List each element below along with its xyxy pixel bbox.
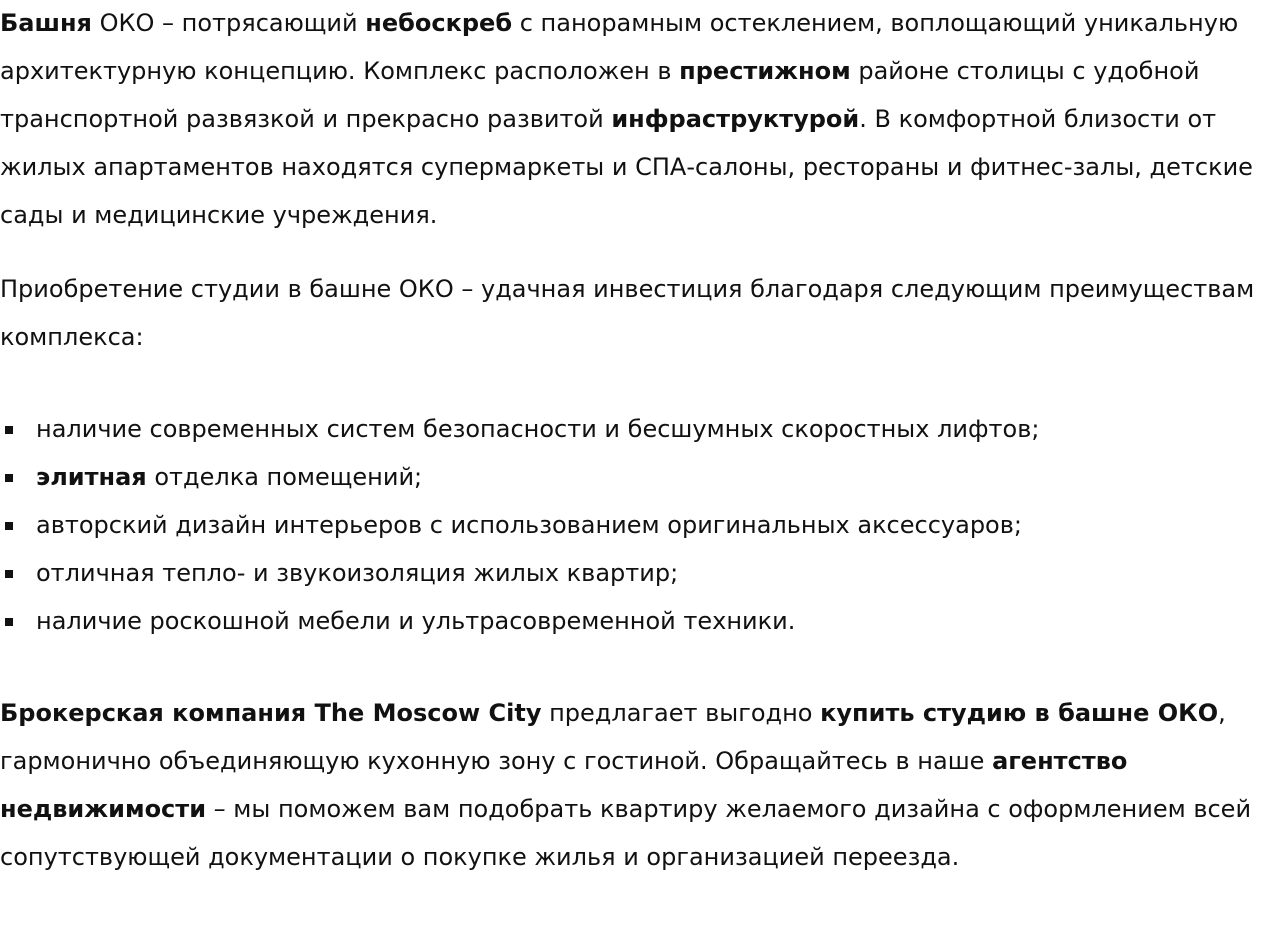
broker-bold-company: Брокерская компания The Moscow City xyxy=(0,699,542,727)
list-item-text: наличие современных систем безопасности и бесшумных скоростных лифтов; xyxy=(36,415,1040,443)
investment-paragraph: Приобретение студии в башне ОКО – удачная инвестиция благодаря следующим преимуществам комплекса: xyxy=(0,275,1255,351)
list-item-text: наличие роскошной мебели и ультрасовременной техники. xyxy=(36,607,796,635)
list-item-text: авторский дизайн интерьеров с использованием оригинальных аксессуаров; xyxy=(36,511,1022,539)
list-item xyxy=(0,501,1270,549)
intro-text-2: с панорамным остеклением, воплощающий уникальную архитектурную концепцию. Комплекс расположен в xyxy=(0,9,1239,85)
intro-paragraph xyxy=(0,0,1262,239)
list-item xyxy=(0,405,1270,453)
intro-bold-prestigious: престижном xyxy=(679,57,851,85)
list-item xyxy=(0,453,1270,501)
features-list xyxy=(0,405,1270,645)
list-item-bold: элитная xyxy=(36,463,147,491)
list-item xyxy=(0,597,1270,645)
broker-text-1: предлагает выгодно xyxy=(541,699,821,727)
broker-text-2: , гармонично объединяющую кухонную зону с гостиной. Обращайтесь в наше xyxy=(0,699,1226,775)
bullet-icon xyxy=(5,522,13,530)
intro-text-4: . В комфортной близости от жилых апартаментов находятся супермаркеты и СПА-салоны, рестораны и фитнес-залы, детские сады и медицинские учреждения. xyxy=(0,105,1253,229)
intro-text-3: районе столицы с удобной транспортной развязкой и прекрасно развитой xyxy=(0,57,1200,133)
bullet-icon xyxy=(5,474,13,482)
intro-text-1: ОКО – потрясающий xyxy=(91,9,366,37)
broker-text-3: – мы поможем вам подобрать квартиру желаемого дизайна с оформлением всей сопутствующей документации о покупке жилья и организацией переезда. xyxy=(0,795,1252,871)
intro-bold-skyscraper: небоскреб xyxy=(365,9,513,37)
broker-bold-buy-studio: купить студию в башне ОКО xyxy=(820,699,1219,727)
list-item xyxy=(0,549,1270,597)
bullet-icon xyxy=(5,618,13,626)
list-item-text: отделка помещений; xyxy=(146,463,423,491)
list-item-text: отличная тепло- и звукоизоляция жилых квартир; xyxy=(36,559,679,587)
bullet-icon xyxy=(5,426,13,434)
broker-paragraph xyxy=(0,689,1262,881)
intro-bold-tower: Башня xyxy=(0,9,92,37)
bullet-icon xyxy=(5,570,13,578)
broker-bold-agency: агентство недвижимости xyxy=(0,747,1128,823)
intro-bold-infrastructure: инфраструктурой xyxy=(611,105,860,133)
